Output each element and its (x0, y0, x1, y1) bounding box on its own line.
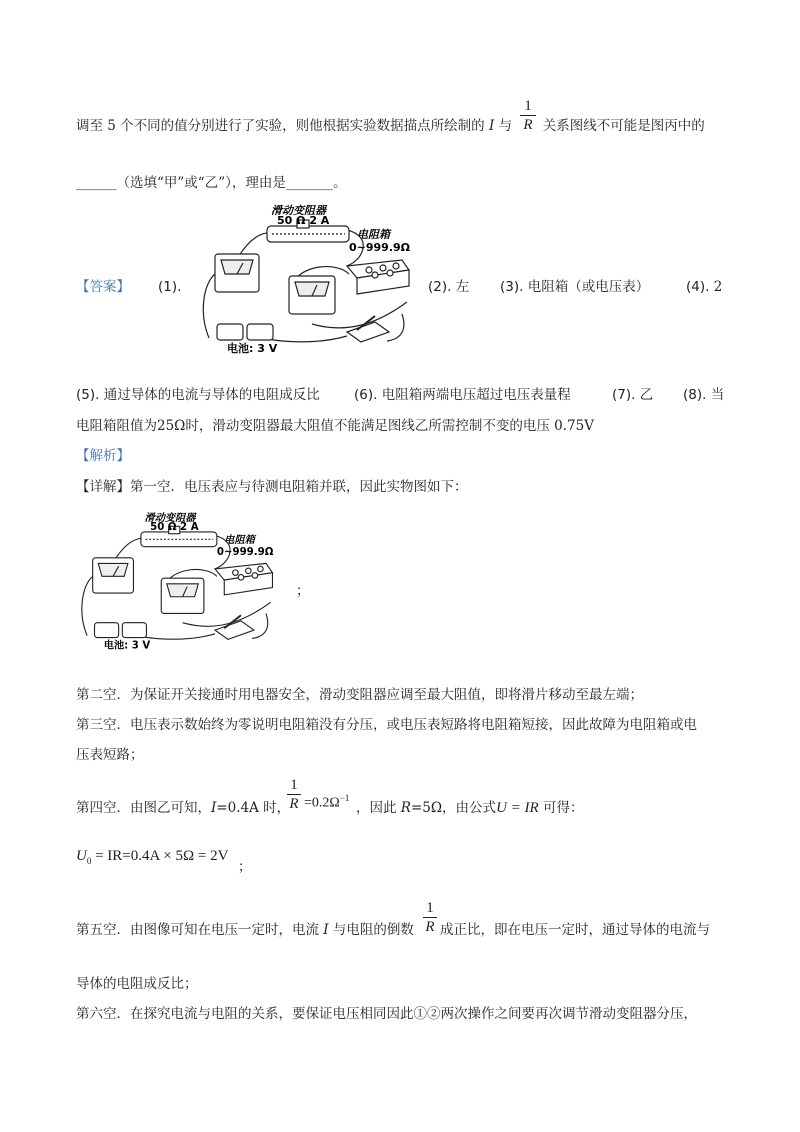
rheostat-label-2: 50 Ω 2 A (277, 214, 330, 227)
answer-3: 电阻箱（或电压表） (527, 279, 650, 295)
analysis-p5-post: 成正比，即在电压一定时，通过导体的电流与 (440, 922, 710, 938)
p4-frac-val: =0.2Ω (304, 795, 340, 811)
analysis-p6: 第六空．在探究电流与电阻的关系，要保证电压相同因此①②两次操作之间要再次调节滑动变阻器分压， (76, 1006, 697, 1022)
question-fraction (520, 97, 536, 134)
p4-post-1: ，因此 (356, 800, 401, 816)
answer-8-wrap (683, 386, 724, 404)
fraction-denominator: R (523, 117, 533, 133)
question-with: 与 (494, 118, 517, 134)
question-text-post: 关系图线不可能是图丙中的 (538, 118, 705, 134)
analysis-p4-post (356, 799, 583, 817)
p4-mid-text: =0.4A 时， (216, 800, 291, 816)
formula-U: U (76, 848, 87, 864)
answer-num-6: (6). (354, 387, 378, 403)
formula-sub: 0 (86, 856, 92, 866)
circuit-diagram-analysis (76, 506, 291, 656)
p4-pre-text: 第四空．由图乙可知， (76, 800, 211, 816)
p5-frac-num: 1 (426, 900, 434, 916)
circuit-diagram-answer (197, 204, 429, 354)
answer-num-8: (8). (683, 387, 707, 403)
rheostat-label-1: 滑动变阻器 (144, 512, 196, 524)
answer-8-head: 当 (710, 387, 725, 403)
battery-label: 电池: 3 V (227, 342, 278, 354)
answer-num-1: (1). (158, 279, 182, 295)
figure-semicolon: ； (296, 583, 310, 599)
formula-line (76, 847, 228, 870)
answer-7-wrap (612, 386, 653, 404)
var-I: I (488, 118, 495, 134)
p4-post-2: =5Ω，由公式 (410, 800, 497, 816)
answer-tag: 【答案】 (76, 279, 130, 295)
answer-row-1-rest (428, 278, 469, 296)
p5-frac-den: R (425, 919, 435, 935)
analysis-p5-pre (76, 921, 414, 939)
rheostat-label-2: 50 Ω 2 A (150, 522, 199, 534)
box-label-1: 电阻箱 (357, 228, 390, 241)
answer-4-wrap (686, 278, 722, 296)
p4-fraction (287, 776, 301, 813)
answer-3-wrap (500, 278, 649, 296)
box-label-2: 0~999.9Ω (349, 241, 411, 254)
box-label-1: 电阻箱 (224, 535, 255, 547)
analysis-tag: 【解析】 (76, 448, 130, 464)
question-text-pre: 调至 5 个不同的值分别进行了实验，则他根据实验数据描点所绘制的 (76, 118, 489, 134)
rheostat-label-1: 滑动变阻器 (271, 204, 326, 217)
answer-6-wrap (354, 386, 571, 404)
answer-5: 通过导体的电流与导体的电阻成反比 (103, 387, 320, 403)
answer-4: 2 (713, 279, 723, 295)
p4-var-I: I (211, 800, 217, 816)
p5-var-I: I (323, 922, 329, 938)
question-line-1 (76, 117, 705, 135)
p4-frac-value (304, 789, 349, 813)
analysis-p5-line-2: 导体的电阻成反比； (76, 976, 198, 992)
answer-5-wrap (76, 386, 320, 404)
p5-mid-text: 与电阻的倒数 (328, 922, 414, 938)
p4-frac-num: 1 (290, 777, 298, 793)
answer-2: 左 (455, 279, 470, 295)
box-label-2: 0~999.9Ω (216, 547, 274, 559)
answer-7: 乙 (639, 387, 654, 403)
p5-pre-text: 第五空．由图像可知在电压一定时，电流 (76, 922, 324, 938)
detail-tag: 【详解】 (76, 479, 130, 495)
p5-fraction (423, 899, 437, 936)
answer-num-7: (7). (612, 387, 636, 403)
analysis-p3-line-2: 压表短路； (76, 747, 144, 763)
analysis-p3-line-1: 第三空．电压表示数始终为零说明电阻箱没有分压，或电压表短路将电阻箱短接，因此故障为电阻箱或电 (76, 717, 697, 733)
battery-label: 电池: 3 V (103, 640, 151, 652)
formula-semicolon: ； (238, 859, 252, 875)
fraction-numerator: 1 (524, 98, 532, 114)
p4-frac-exp: −1 (339, 793, 350, 803)
p4-frac-den: R (289, 796, 299, 812)
p4-post-3: 可得： (538, 800, 584, 816)
answer-8-line-2: 电阻箱阻值为25Ω时，滑动变阻器最大阻值不能满足图线乙所需控制不变的电压 0.75V (76, 418, 594, 434)
question-line-2: ______（选填“甲”或“乙”），理由是_______。 (76, 175, 347, 191)
formula-rest: = IR=0.4A × 5Ω = 2V (91, 848, 229, 864)
p4-var-R: R (400, 800, 411, 816)
analysis-p2: 第二空．为保证开关接通时用电器安全，滑动变阻器应调至最大阻值，即将滑片移动至最左端； (76, 687, 643, 703)
analysis-p4-pre (76, 799, 290, 817)
detail-text: 第一空．电压表应与待测电阻箱并联，因此实物图如下： (130, 479, 468, 495)
answer-num-3: (3). (500, 279, 524, 295)
p4-formula: U = IR (496, 800, 539, 816)
answer-num-5: (5). (76, 387, 100, 403)
answer-6: 电阻箱两端电压超过电压表量程 (381, 387, 571, 403)
answer-num-2: (2). (428, 279, 452, 295)
answer-num-4: (4). (686, 279, 710, 295)
detail-line (76, 478, 468, 496)
